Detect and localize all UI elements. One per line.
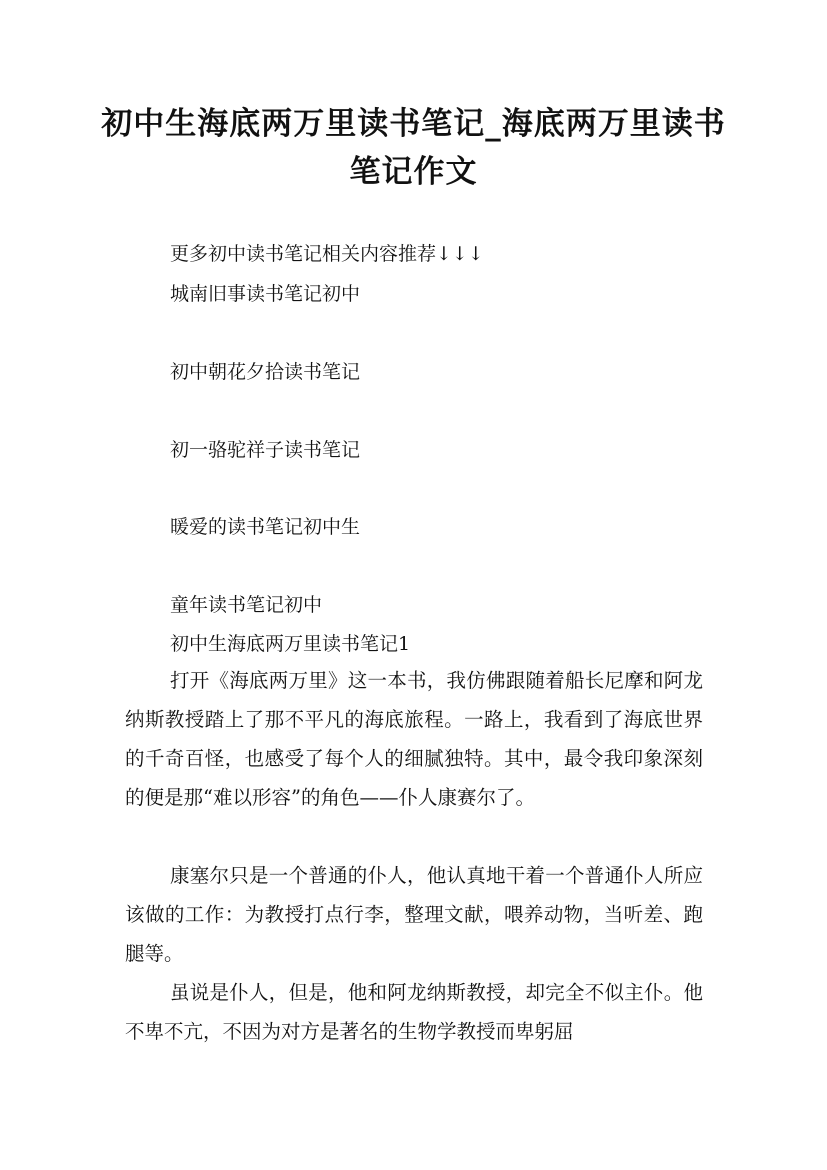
body-paragraph: 打开《海底两万里》这一本书，我仿佛跟随着船长尼摩和阿龙纳斯教授踏上了那不平凡的海底旅程。一路上，我看到了海底世界的千奇百怪，也感受了每个人的细腻独特。其中，最令我印象深刻的便是那“难以形容”的角色——仆人康赛尔了。 — [125, 669, 703, 809]
recommended-link[interactable]: 暖爱的读书笔记初中生 — [170, 516, 361, 538]
body-paragraph: 康塞尔只是一个普通的仆人，他认真地干着一个普通仆人所应该做的工作：为教授打点行李，整理文献，喂养动物，当听差、跑腿等。 — [125, 864, 703, 965]
body-paragraph: 虽说是仆人，但是，他和阿龙纳斯教授，却完全不似主仆。他不卑不亢，不因为对方是著名的生物学教授而卑躬屈 — [125, 981, 703, 1043]
recommended-link[interactable]: 童年读书笔记初中 — [170, 594, 323, 616]
section-title: 初中生海底两万里读书笔记1 — [170, 633, 411, 655]
recommended-link[interactable]: 初中朝花夕拾读书笔记 — [170, 361, 361, 383]
recommended-link[interactable]: 城南旧事读书笔记初中 — [170, 283, 361, 305]
document-title: 初中生海底两万里读书笔记_海底两万里读书笔记作文 — [101, 106, 726, 190]
recommended-link[interactable]: 初一骆驼祥子读书笔记 — [170, 439, 361, 461]
recommend-header: 更多初中读书笔记相关内容推荐↓↓↓ — [170, 243, 484, 265]
